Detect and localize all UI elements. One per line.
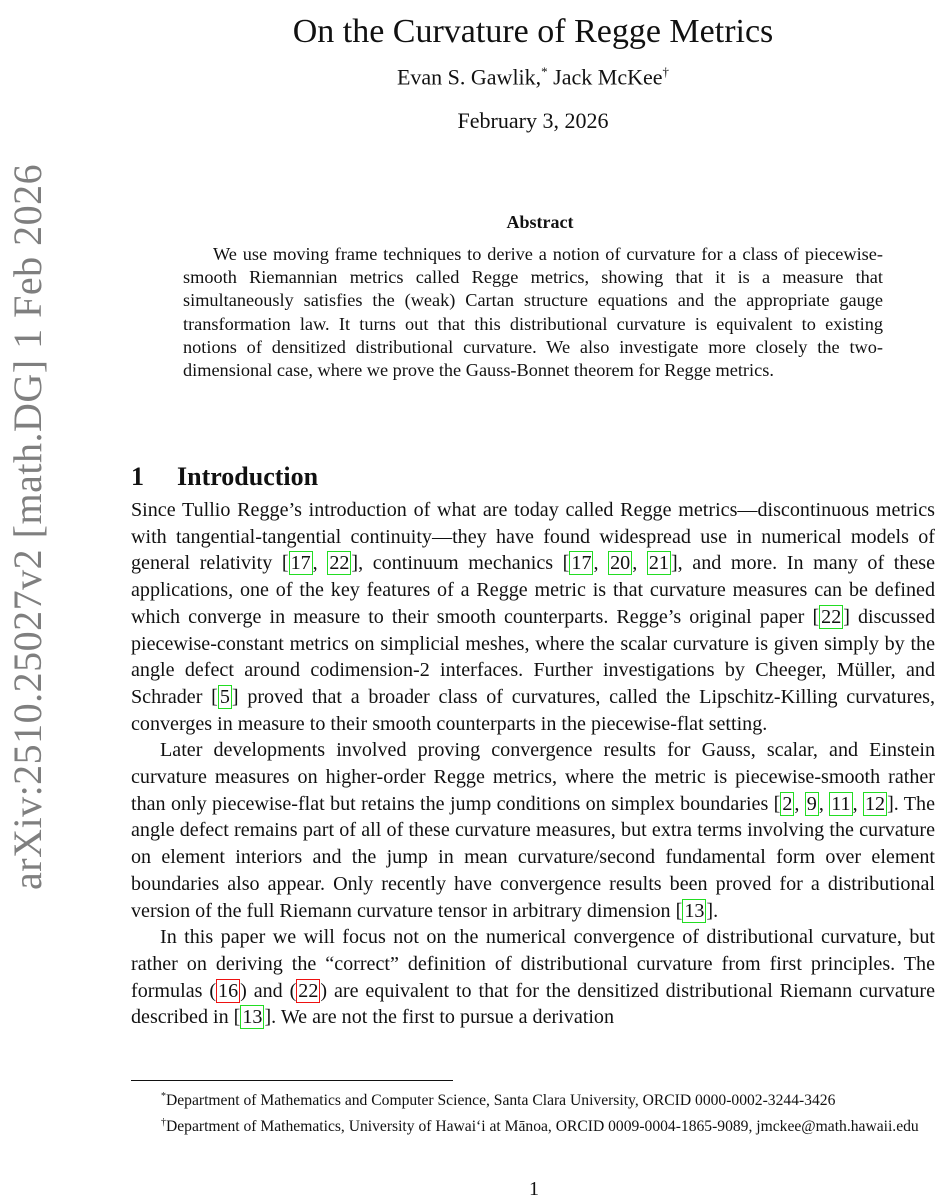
text-run: , [852,792,863,815]
paragraph-1 [131,497,935,737]
arxiv-identifier-stamp[interactable]: arXiv:2510.25027v2 [math.DG] 1 Feb 2026 [5,163,50,890]
page-number: 1 [529,1178,539,1200]
text-run: ] discussed piecewise-constant metrics on simplicial meshes, where the scalar curvature is given simply by the angle defect around codimension-2 interfaces. Further investigations by Cheeger, Müller, and Schrader [ [131,605,936,708]
text-run: ] proved that a broader class of curvatures, called the Lipschitz-Killing curvatures, converges in measure to their smooth counterparts in the piecewise-flat setting. [131,685,936,735]
text-run: , [818,792,830,815]
author-mckee: Jack McKee [547,64,663,90]
equation-reference-link[interactable]: 16 [218,979,239,1002]
text-run: ]. We are not the first to pursue a derivation [264,1006,614,1029]
text-run: ) and ( [240,979,297,1002]
footnote-mark-2[interactable]: † [662,64,670,79]
citation-link[interactable]: 13 [242,1006,263,1029]
text-run: , [312,552,328,575]
citation-link[interactable]: 20 [610,552,631,575]
section-title: Introduction [177,461,319,491]
abstract-text: We use moving frame techniques to derive a notion of curvature for a class of piecewise-smooth Riemannian metrics called Regge metrics, showing that it is a measure that simultaneously satisfies the (weak) Cartan structure equations and the appropriate gauge transformation law. It turns out that this distributional curvature is equivalent to existing notions of densitized distributional curvature. We also investigate more closely the two-dimensional case, where we prove the Gauss-Bonnet theorem for Regge metrics. [183,244,883,381]
citation-link[interactable]: 17 [290,552,311,575]
footnote-1 [131,1086,935,1112]
text-run: , [794,792,805,815]
text-run: ]. [706,899,719,922]
text-run: ]. The angle defect remains part of all of these curvature measures, but extra terms involving the curvature on element interiors and the jump in mean curvature/second fundamental form over element boundaries also appear. Only recently have convergence results been proved for a distributional version of the full Riemann curvature tensor in arbitrary dimension [ [131,792,936,922]
text-run: , [632,552,647,575]
body-text [131,497,935,1031]
abstract-heading: Abstract [506,212,574,232]
footnote-marker: † [161,1116,166,1128]
citation-link[interactable]: 5 [219,685,230,708]
text-run: , [593,552,609,575]
paragraph-2 [131,737,935,924]
author-gawlik: Evan S. Gawlik, [396,64,542,90]
footnote-mark-1[interactable]: * [541,64,548,79]
citation-link[interactable]: 22 [821,605,842,628]
equation-reference-link[interactable]: 22 [298,979,319,1002]
footnote-text: Department of Mathematics and Computer Science, Santa Clara University, ORCID 0000-0002-3244-3426 [166,1092,836,1110]
text-run: Since Tullio Regge’s introduction of what are today called Regge metrics—discontinuous metrics with tangential-tangential continuity—they have found widespread use in numerical models of general relativity [ [131,499,935,575]
citation-link[interactable]: 9 [806,792,817,815]
citation-link[interactable]: 13 [684,899,705,922]
citation-link[interactable]: 11 [831,792,851,815]
citation-link[interactable]: 17 [571,552,592,575]
section-heading-introduction [131,462,318,492]
paper-title: On the Curvature of Regge Metrics [292,12,774,50]
section-number: 1 [131,461,144,491]
text-run: Later developments involved proving convergence results for Gauss, scalar, and Einstein curvature measures on higher-order Regge metrics, where the metric is piecewise-smooth rather than only piecewise-flat but retains the jump conditions on simplex boundaries [ [131,739,935,815]
author-list [130,64,936,90]
paper-date: February 3, 2026 [457,108,609,133]
text-run: ], continuum mechanics [ [351,552,570,575]
text-run: ) are equivalent to that for the densitized distributional Riemann curvature described in [ [131,979,935,1029]
footnote-text: Department of Mathematics, University of Hawaiʻi at Mānoa, ORCID 0009-0004-1865-9089, jmckee@math.hawaii.edu [166,1117,919,1135]
citation-link[interactable]: 2 [782,792,793,815]
footnote-2 [131,1112,935,1138]
paragraph-3 [131,924,935,1031]
citation-link[interactable]: 12 [864,792,886,815]
text-run: In this paper we will focus not on the numerical convergence of distributional curvature, but rather on deriving the “correct” definition of distributional curvature from first principles. The formulas ( [131,926,935,1002]
citation-link[interactable]: 22 [329,552,350,575]
footnote-divider [131,1080,453,1081]
footnotes [131,1086,935,1137]
footnote-marker: * [161,1091,166,1102]
text-run: ], and more. In many of these applications, one of the key features of a Regge metric is that curvature measures can be defined which converge in measure to their smooth counterparts. Regge’s original paper [ [131,552,936,628]
citation-link[interactable]: 21 [648,552,669,575]
